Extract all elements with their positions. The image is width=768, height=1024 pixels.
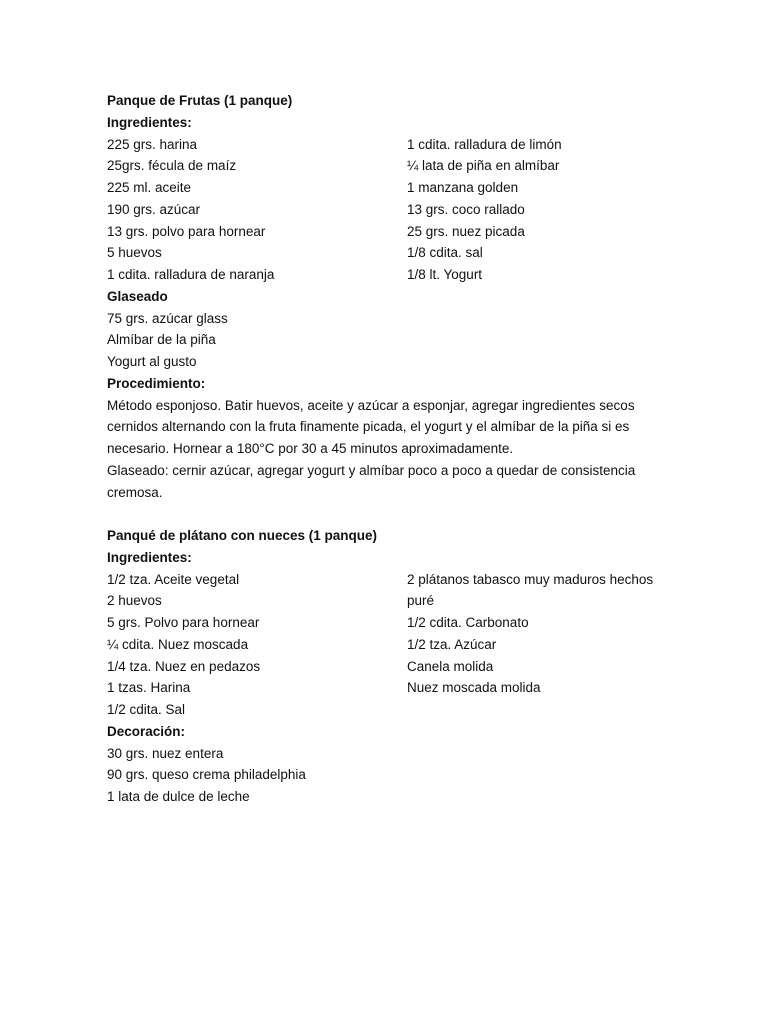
ingredient-item: ¼ lata de piña en almíbar [407,158,560,174]
decoration-item: 30 grs. nuez entera [107,745,224,761]
recipe2-ingredients [107,569,667,721]
glaze-item: 75 grs. azúcar glass [107,310,228,326]
ingredient-item: Nuez moscada molida [407,680,541,696]
ingredient-item: 25 grs. nuez picada [407,223,525,239]
ingredient-item: 1 manzana golden [407,180,519,195]
ingredient-item: 1 cdita. ralladura de naranja [107,267,275,282]
ingredient-item: 1/2 cdita. Carbonato [407,615,529,630]
recipe2-ingredients-heading: Ingredientes: [107,549,192,565]
recipe2-ingredients-right [407,569,667,721]
recipe1-ingredients [107,134,667,286]
recipe2-decoration-heading: Decoración: [107,723,186,739]
recipe1-procedure-heading: Procedimiento: [107,375,206,391]
ingredient-item: 1/4 tza. Nuez en pedazos [107,658,261,674]
ingredient-item: 2 plátanos tabasco muy maduros hechos puré [407,571,654,609]
ingredient-item: 5 grs. Polvo para hornear [107,615,260,630]
ingredient-item: Canela molida [407,658,494,674]
recipe2-title: Panqué de plátano con nueces (1 panque) [107,528,378,543]
ingredient-item: 25grs. fécula de maíz [107,158,237,174]
recipe1-procedure-text: Método esponjoso. Batir huevos, aceite y azúcar a esponjar, agregar ingredientes secos cernidos alternando con la fruta finamente picada, el yogurt y el almíbar de la piña si es necesario. Hornear a 180°C por 30 a 45 minutos aproximadamente. [107,397,635,456]
ingredient-item: 190 grs. azúcar [107,201,201,217]
decoration-item: 1 lata de dulce de leche [107,789,250,804]
document-page [107,90,667,808]
ingredient-item: ¼ cdita. Nuez moscada [107,636,249,652]
recipe1-ingredients-right [407,134,667,286]
ingredient-item: 1/2 cdita. Sal [107,702,186,717]
recipe1-ingredients-heading: Ingredientes: [107,114,192,130]
ingredient-item: 1/2 tza. Azúcar [407,636,497,652]
ingredient-item: 5 huevos [107,245,162,261]
ingredient-item: 1 cdita. ralladura de limón [407,136,562,152]
recipe1-ingredients-left [107,134,407,286]
spacer [107,503,667,525]
ingredient-item: 13 grs. coco rallado [407,201,525,217]
recipe1-glaze-heading: Glaseado [107,288,168,304]
ingredient-item: 1/8 cdita. sal [407,245,483,261]
glaze-item: Almíbar de la piña [107,332,216,348]
decoration-item: 90 grs. queso crema philadelphia [107,767,306,783]
recipe2-ingredients-left [107,569,407,721]
ingredient-item: 1/2 tza. Aceite vegetal [107,571,240,587]
recipe1-glaze-text: Glaseado: cernir azúcar, agregar yogurt y almíbar poco a poco a quedar de consistencia cremosa. [107,462,636,500]
ingredient-item: 1 tzas. Harina [107,680,191,696]
ingredient-item: 225 grs. harina [107,136,198,152]
recipe1-title: Panque de Frutas (1 panque) [107,93,293,108]
ingredient-item: 225 ml. aceite [107,180,192,195]
ingredient-item: 2 huevos [107,593,162,609]
ingredient-item: 1/8 lt. Yogurt [407,267,483,282]
glaze-item: Yogurt al gusto [107,354,197,369]
ingredient-item: 13 grs. polvo para hornear [107,223,266,239]
